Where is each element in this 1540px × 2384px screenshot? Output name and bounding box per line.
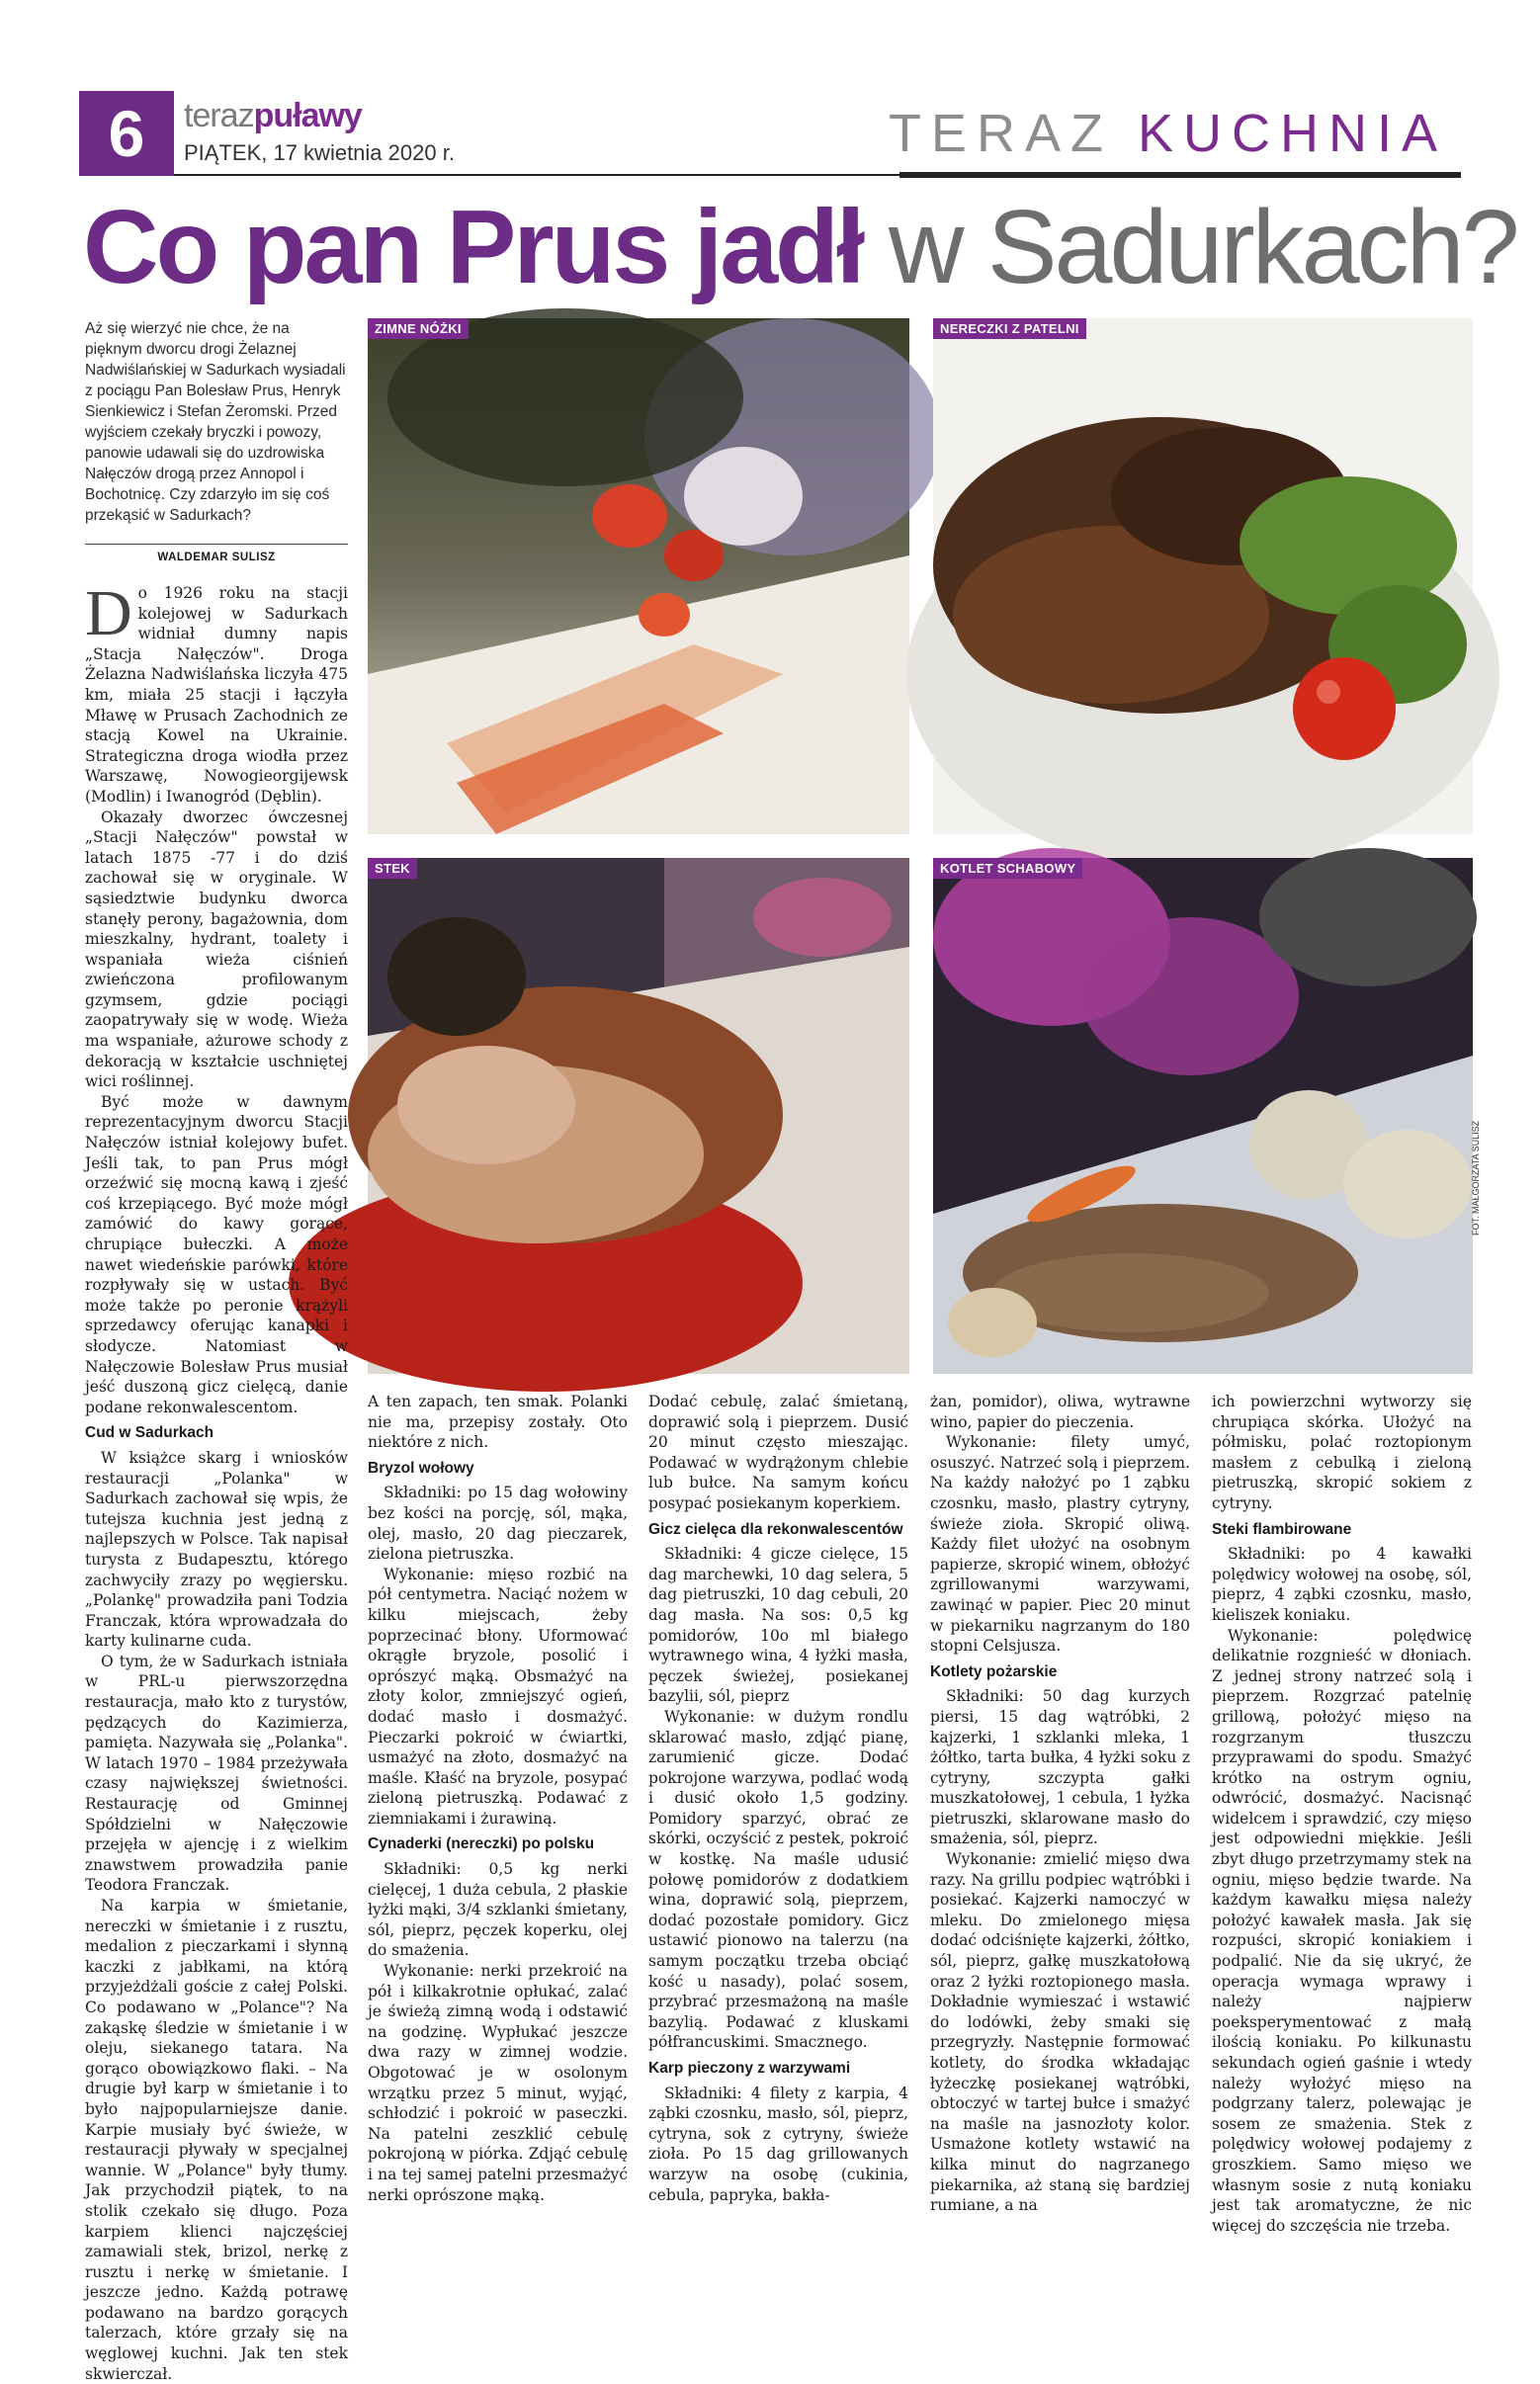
paragraph: Na karpia w śmietanie, nereczki w śmietanie i z rusztu, medalion z pieczarkami i słynną kaczki z jabłkami, na którą przyjeżdżali goście z całej Polski. Co podawano w „Polance"? Na zakąskę śledzie w śmietanie i w oleju, siekanego tatara. Na gorąco obowiązkowo flaki. – Na drugie był karp w śmietanie i to było najpopularniejsze danie. Karpie musiały być świeże, w restauracji pływały w specjalnej wannie. W „Polance" były tłumy. Jak przychodził piątek, to na stolik czekało się długo. Poza karpiem klienci najczęściej zamawiali stek, brizol, nerkę z rusztu i nerkę w śmietanie. I jeszcze jedno. Każdą potrawę podawano na bardzo gorących talerzach, które grzały się na węglowej kuchni. Jak ten stek skwierczał. [85,1897,348,2383]
kidneys-dish-image [933,318,1473,834]
aspic-dish-image [368,318,909,834]
author-divider [85,544,348,545]
paragraph: Wykonanie: w dużym rondlu sklarować masło, zdjąć pianę, zarumienić gicze. Dodać pokrojone warzywa, podlać wodą i dusić około 1,5 godziny. Pomidory sparzyć, obrać ze skórki, oczyścić z pestek, pokroić w kostkę. Na maśle udusić połowę pomidorów z dodatkiem wina, doprawić solą, pieprzem, dodać pozostałe pomidory. Gicz ustawić pionowo na talerzu (na samym początku trzeba obciąć kość u nasady), polać sosem, przybrać przesmażoną na maśle bazylią. Podawać z kluskami półfrancuskimi. Smacznego. [648,1707,908,2052]
article-column-5 [1212,1392,1472,2236]
steak-dish-image [368,858,909,1374]
subheading: Cynaderki (nereczki) po polsku [368,1835,595,1853]
paragraph: Składniki: po 15 dag wołowiny bez kości na porcję, sól, mąka, olej, masło, 20 dag pieczarek, zielona pietruszka. [368,1484,628,1564]
paragraph: Wykonanie: zmielić mięso dwa razy. Na grillu podpiec wątróbki i posiekać. Kajzerki namoczyć w mleku. Do zmielonego mięsa dodać odciśnięte kajzerki, żółtko, sól, pieprz, gałkę muszkatołową oraz 2 łyżki roztopionego masła. Dokładnie wymieszać i wstawić do lodówki, żeby smaki się przegryzły. Następnie formować kotlety, do środka wkładając łyżeczkę posiekanej wątróbki, obtoczyć w tartej bułce i smażyć na maśle na jasnozłoty kolor. Usmażone kotlety wstawić na kilka minut do nagrzanego piekarnika, aż staną się bardziej rumiane, a na [930,1850,1190,2215]
drop-cap: D [85,577,132,649]
paragraph: Składniki: 50 dag kurzych piersi, 15 dag wątróbki, 2 kajzerki, 1 szklanki mleka, 1 żółtko, tarta bułka, 4 łyżki soku z cytryny, szczypta gałki muszkatołowej, 1 cebula, 1 łyżka pietruszki, sklarowane masło do smażenia, sól, pieprz. [930,1687,1190,1848]
paragraph: Dodać cebulę, zalać śmietaną, doprawić solą i pieprzem. Dusić 20 minut często mieszając. Podawać w wydrążonym chlebie lub bułce. Na samym końcu posypać posiekanym koperkiem. [648,1393,908,1512]
brand-part2: puławy [253,97,362,134]
photo-caption-tag: STEK [368,858,417,879]
issue-date: PIĄTEK, 17 kwietnia 2020 r. [184,140,455,165]
subheading: Bryzol wołowy [368,1459,474,1477]
paragraph: Wykonanie: polędwicę delikatnie rozgnieść w dłoniach. Z jednej strony natrzeć solą i pieprzem. Rozgrzać patelnię grillową, położyć mięso na rozgrzanym tłuszczu przyprawami do spodu. Smażyć krótko na ostrym ogniu, odwrócić, dosmażyć. Nacisnąć widelcem i sprawdzić, czy mięso jest odpowiedni miękkie. Jeśli zbyt długo przetrzymamy stek na ogniu, mięso będzie twarde. Na każdym kawałku mięsa należy położyć kawałek masła. Jak się rozpuści, skropić koniakiem i podpalić. Nie da się ukryć, że operacja wymaga wprawy i należy najpierw poeksperymentować z małą ilością koniaku. Po kilkunastu sekundach ogień gaśnie i wtedy należy wyłożyć mięso na podgrzany talerz, polewając je sosem ze smażenia. Stek z polędwicy wołowej podajemy z groszkiem. Samo mięso we własnym sosie z nutą koniaku jest tak aromatyczne, że nic więcej do szczęścia nie trzeba. [1212,1626,1472,2235]
photo-zimne-nozki [368,318,909,834]
article-column-3 [648,1392,908,2205]
section-part2: KUCHNIA [1137,104,1447,163]
paragraph: Być może w dawnym reprezentacyjnym dworcu Stacji Nałęczów istniał kolejowy bufet. Jeśli tak, to pan Prus mógł orzeźwić się mocną kawą i zjeść coś krzepiącego. Być może mógł zamówić do kawy gorące, chrupiące bułeczki. A może nawet wiedeńskie parówki, które rozpływały się w ustach. Być może także po peronie krążyli sprzedawcy oferując kanapki i słodycze. Natomiast w Nałęczowie Bolesław Prus musiał jeść duszoną gicz cielęcą, danie podane rekonwalescentom. [85,1092,348,1416]
paragraph: Okazały dworzec ówczesnej „Stacji Nałęczów" powstał w latach 1875 -77 i do dziś zachował się w oryginale. W sąsiedztwie budynku dworca stanęły perony, bagażownia, dom mieszkalny, hydrant, toalety i wspaniała wieża ciśnień zwieńczona profilowanym gzymsem, gdzie pociągi zaopatrywały się w wodę. Wieża ma wspaniałe, ażurowe schody z dekoracją w kształcie uschniętej wici roślinnej. [85,808,348,1091]
article-column-2 [368,1392,628,2205]
photo-kotlet [933,858,1473,1374]
photo-caption-tag: KOTLET SCHABOWY [933,858,1082,879]
article-column-1 [85,577,348,2384]
page-header [79,91,1461,176]
article-lead: Aż się wierzyć nie chce, że na pięknym dworcu drogi Żelaznej Nadwiślańskiej w Sadurkach wysiadali z pociągu Pan Bolesław Prus, Henryk Sienkiewicz i Stefan Żeromski. Przed wyjściem czekały bryczki i powozy, panowie udawali się do uzdrowiska Nałęczów drogą przez Annopol i Bochotnicę. Czy zdarzyło im się coś przekąsić w Sadurkach? [85,320,346,524]
paragraph: Składniki: 4 filety z karpia, 4 ząbki czosnku, masło, sól, pieprz, cytryna, sok z cytryny, świeże zioła. Po 15 dag grillowanych warzyw na osobę (cukinia, cebula, papryka, bakła- [648,2084,908,2204]
paragraph: ich powierzchni wytworzy się chrupiąca skórka. Ułożyć na półmisku, polać roztopionym masłem z cebulką i zieloną pietruszką, skropić sokiem z cytryny. [1212,1393,1472,1512]
paragraph-text: o 1926 roku na stacji kolejowej w Sadurkach widniał dumny napis „Stacja Nałęczów". Droga Żelazna Nadwiślańska liczyła 475 km, miała 25 stacji i łączyła Mławę w Prusach Zachodnich ze stacją Kowel na Ukrainie. Strategiczna droga wiodła przez Warszawę, Nowogieorgijewsk (Modlin) i Iwanogród (Dęblin). [85,584,348,806]
photo-stek [368,858,909,1374]
headline-light: w Sadurkach? [888,189,1517,305]
headline-bold: Co pan Prus jadł [83,189,863,305]
section-part1: TERAZ [888,104,1113,163]
paragraph: W książce skarg i wniosków restauracji „Polanka" w Sadurkach zachował się wpis, że tutejsza kuchnia jest jedną z najlepszych w Polsce. Tak napisał turysta z Budapesztu, którego zachwyciły zrazy po węgiersku. „Polankę" prowadziła pani Todzia Franczak, która wprowadzała do karty kulinarne cuda. [85,1448,348,1651]
paragraph: Wykonanie: mięso rozbić na pół centymetra. Naciąć nożem w kilku miejscach, żeby poprzecinać błony. Uformować okrągłe bryzole, posolić i oprószyć mąką. Obsmażyć na złoty kolor, zmniejszyć ogień, dodać masło i dosmażyć. Pieczarki pokroić w ćwiartki, usmażyć na złoto, dosmażyć na maśle. Kłaść na bryzole, posypać zieloną pietruszką. Podawać z ziemniakami i żurawiną. [368,1565,628,1828]
subheading: Steki flambirowane [1212,1520,1352,1538]
brand-logo [184,97,362,135]
pork-chop-dish-image [933,858,1473,1374]
article-author: WALDEMAR SULISZ [157,552,276,563]
page-number: 6 [79,91,174,176]
photo-nereczki [933,318,1473,834]
subheading: Cud w Sadurkach [85,1424,214,1442]
photo-caption-tag: ZIMNE NÓŻKI [368,318,469,339]
section-title [889,103,1447,164]
subheading: Kotlety pożarskie [930,1662,1058,1680]
header-rule-accent [899,172,1461,178]
paragraph [85,577,348,808]
subheading: Gicz cielęca dla rekonwalescentów [648,1520,903,1538]
article-headline [83,188,1517,306]
paragraph: O tym, że w Sadurkach istniała w PRL-u pierwszorzędna restauracja, mało kto z turystów, pędzących do Kazimierza, pamięta. Nazywała się „Polanka". W latach 1970 – 1984 przeżywała czasy największej świetności. Restaurację od Gminnej Spółdzielni w Nałęczowie przejęła w ajencję i z wielkim znawstwem prowadziła panie Teodora Franczak. [85,1652,348,1895]
paragraph: A ten zapach, ten smak. Polanki nie ma, przepisy zostały. Oto niektóre z nich. [368,1393,628,1452]
paragraph: Składniki: 4 gicze cielęce, 15 dag marchewki, 10 dag selera, 5 dag pietruszki, 10 dag cebuli, 20 dag masła. Na sos: 0,5 kg pomidorów, 10o ml białego wytrawnego wina, 4 łyżki masła, pęczek świeżej, posiekanej bazylii, sól, pieprz [648,1545,908,1706]
photo-credit: FOT. MAŁGORZATA SULISZ [1471,1120,1481,1235]
paragraph: Składniki: po 4 kawałki polędwicy wołowej na osobę, sól, pieprz, 4 ząbki czosnku, masło, kieliszek koniaku. [1212,1545,1472,1624]
brand-part1: teraz [184,97,254,134]
photo-caption-tag: NERECZKI Z PATELNI [933,318,1086,339]
subheading: Karp pieczony z warzywami [648,2060,851,2077]
paragraph: żan, pomidor), oliwa, wytrawne wino, papier do pieczenia. [930,1393,1190,1431]
paragraph: Składniki: 0,5 kg nerki cielęcej, 1 duża cebula, 2 płaskie łyżki mąki, 3/4 szklanki śmietany, sól, pieprz, pęczek koperku, olej do smażenia. [368,1860,628,1960]
paragraph: Wykonanie: nerki przekroić na pół i kilkakrotnie opłukać, zalać je świeżą zimną wodą i odstawić na godzinę. Wypłukać jeszcze dwa razy w zimnej wodzie. Obgotować je w osolonym wrzątku przez 5 minut, wyjąć, schłodzić i pokroić w paseczki. Na patelni zeszklić cebulę pokrojoną w piórka. Zdjąć cebulę i na tej samej patelni przesmażyć nerki oprószone mąką. [368,1962,628,2204]
article-column-4 [930,1392,1190,2216]
paragraph: Wykonanie: filety umyć, osuszyć. Natrzeć solą i pieprzem. Na każdy nałożyć po 1 ząbku czosnku, masło, plastry cytryny, świeże zioła. Skropić oliwą. Każdy filet ułożyć na osobnym papierze, skropić winem, obłożyć zgrillowanymi warzywami, zawinąć w papier. Piec 20 minut w piekarniku nagrzanym do 180 stopni Celsjusza. [930,1433,1190,1656]
